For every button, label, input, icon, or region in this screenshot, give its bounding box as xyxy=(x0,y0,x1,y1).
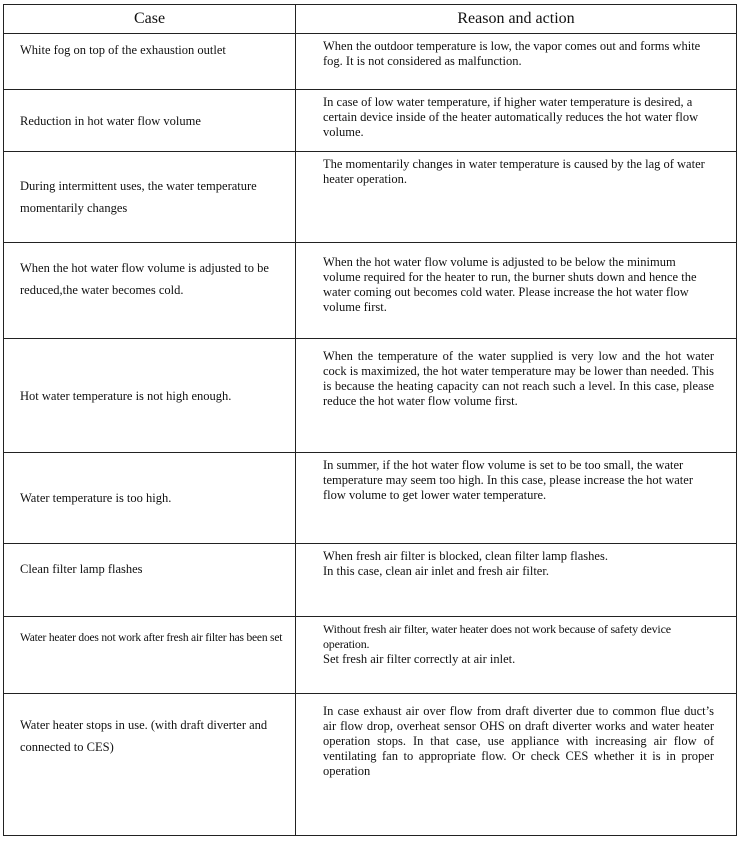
troubleshooting-table xyxy=(3,4,737,836)
case-cell: Water heater stops in use. (with draft diverter and connected to CES) xyxy=(4,694,296,836)
reason-cell xyxy=(296,152,737,243)
case-cell: Reduction in hot water flow volume xyxy=(4,90,296,152)
table-row xyxy=(4,453,737,544)
reason-text: The momentarily changes in water temperature is caused by the lag of water heater operation. xyxy=(323,157,705,186)
reason-cell xyxy=(296,544,737,617)
case-cell: When the hot water flow volume is adjusted to be reduced,the water becomes cold. xyxy=(4,243,296,339)
reason-text: In this case, clean air inlet and fresh air filter. xyxy=(323,564,549,578)
reason-cell xyxy=(296,243,737,339)
case-cell: Hot water temperature is not high enough. xyxy=(4,339,296,453)
table-row xyxy=(4,544,737,617)
table-row xyxy=(4,34,737,90)
reason-cell xyxy=(296,617,737,694)
table-row xyxy=(4,90,737,152)
reason-text: When the temperature of the water supplied is very low and the hot water cock is maximized, the hot water temperature may be lower than needed. This is because the heating capacity can not reach such a level. In this case, please reduce the hot water flow volume first. xyxy=(323,349,714,408)
reason-column-header: Reason and action xyxy=(296,5,737,34)
reason-text: When the outdoor temperature is low, the vapor comes out and forms white fog. It is not considered as malfunction. xyxy=(323,39,701,68)
reason-text: In case exhaust air over flow from draft diverter due to common flue duct’s air flow drop, overheat sensor OHS on draft diverter works and water heater operation stops. In that case, use appliance with increasing air flow of ventilating fan to appropriate flow. Or check CES whether it is in proper operation xyxy=(323,704,714,778)
case-cell: White fog on top of the exhaustion outlet xyxy=(4,34,296,90)
reason-text: In case of low water temperature, if higher water temperature is desired, a certain device inside of the heater automatically reduces the hot water flow volume. xyxy=(323,95,699,139)
reason-cell xyxy=(296,90,737,152)
case-cell: Water temperature is too high. xyxy=(4,453,296,544)
reason-cell xyxy=(296,453,737,544)
reason-text: When fresh air filter is blocked, clean filter lamp flashes. xyxy=(323,549,608,563)
reason-text: Set fresh air filter correctly at air inlet. xyxy=(323,652,516,666)
case-cell: During intermittent uses, the water temperature momentarily changes xyxy=(4,152,296,243)
table-row xyxy=(4,152,737,243)
reason-text: When the hot water flow volume is adjusted to be below the minimum volume required for the heater to run, the burner shuts down and hence the water coming out becomes cold water. Please increase the hot water flow volume first. xyxy=(323,255,697,314)
table-row xyxy=(4,339,737,453)
table-row xyxy=(4,617,737,694)
header-row xyxy=(4,5,737,34)
table-row xyxy=(4,243,737,339)
reason-cell xyxy=(296,694,737,836)
case-cell: Water heater does not work after fresh air filter has been set xyxy=(4,617,296,694)
table-row xyxy=(4,694,737,836)
reason-cell xyxy=(296,34,737,90)
reason-cell xyxy=(296,339,737,453)
case-cell: Clean filter lamp flashes xyxy=(4,544,296,617)
reason-text: Without fresh air filter, water heater does not work because of safety device operation. xyxy=(323,622,671,651)
reason-text: In summer, if the hot water flow volume is set to be too small, the water temperature may seem too high. In this case, please increase the hot water flow volume to get lower water temperature. xyxy=(323,458,693,502)
case-column-header: Case xyxy=(4,5,296,34)
